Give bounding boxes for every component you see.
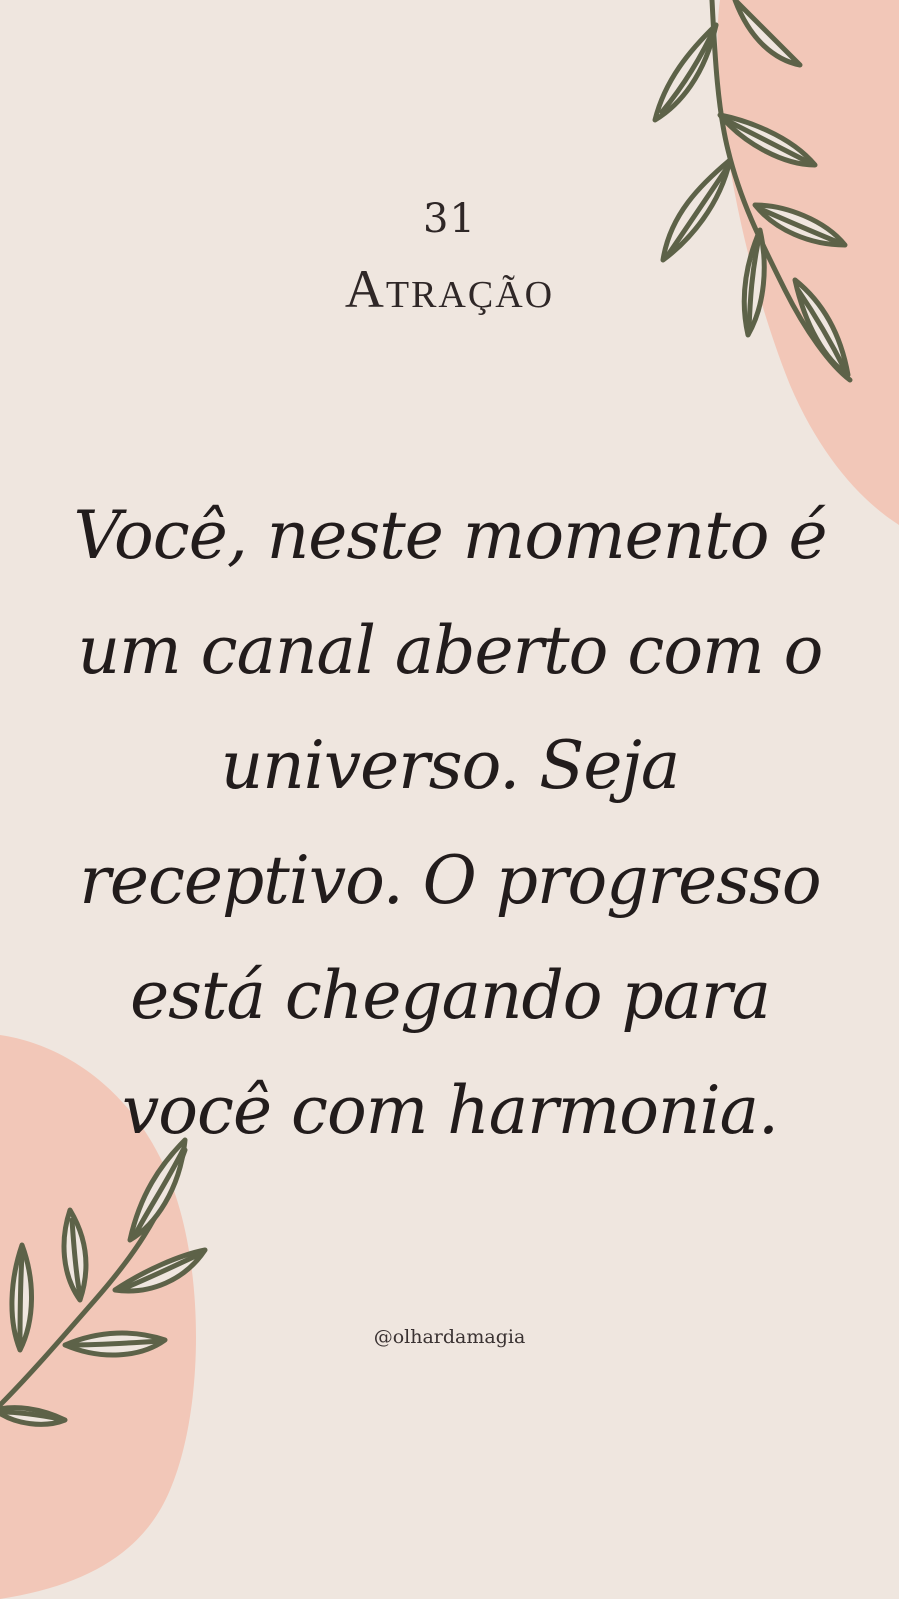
social-handle: @olhardamagia [373, 1326, 526, 1348]
card-title: Atração [344, 259, 555, 319]
card-number: 31 [423, 196, 476, 242]
affirmation-text: Você, neste momento é um canal aberto com o universo. Seja receptivo. O progresso está chegando para você com harmonia. [73, 497, 827, 1149]
